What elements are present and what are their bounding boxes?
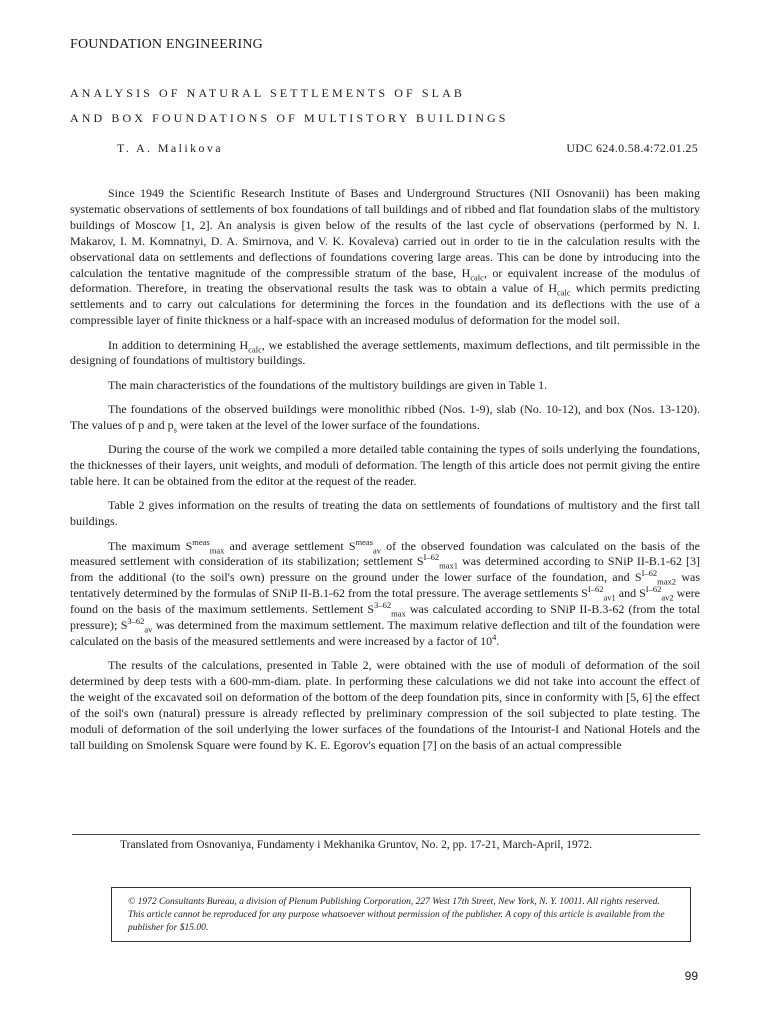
translation-note: Translated from Osnovaniya, Fundamenty i Mekhanika Gruntov, No. 2, pp. 17-21, March-April, 1972. bbox=[120, 839, 593, 851]
paragraph-4: The foundations of the observed buildings were monolithic ribbed (Nos. 1-9), slab (No. 10-12), and box (Nos. 13-120). The values of p and $p_s$ were taken at the level of the lower surface of the foundations. bbox=[70, 402, 700, 435]
paragraph-1: Since 1949 the Scientific Research Institute of Bases and Underground Structures (NII Osnovanii) has been making systematic observations of settlements of box foundations of tall buildings and of ribbed and flat foundation slabs of the multistory buildings of Moscow [1, 2]. An analysis is given below of the results of the last cycle of observations (performed by N. I. Makarov, I. M. Komnatnyi, D. A. Smirnova, and V. K. Kovaleva) carried out in order to tie in the calculation results with the observational data on settlements and deflections of foundations covering large areas. This can be done by introducing into the calculation the tentative magnitude of the compressible stratum of the base, $H_{calc}$, or equivalent increase of the modulus of deformation. Therefore, in treating the observational results the task was to obtain a value of $H_{calc}$ which permits predicting settlements and to carry out calculations for determining the forces in the foundation and its deflections with the use of a compressible layer of finite thickness or a half-space with an increased modulus of deformation for the model soil. bbox=[70, 186, 700, 328]
article-title-line-1: ANALYSIS OF NATURAL SETTLEMENTS OF SLAB bbox=[70, 86, 465, 100]
paragraph-8: The results of the calculations, presented in Table 2, were obtained with the use of moduli of deformation of the soil determined by deep tests with a 600-mm-diam. plate. In performing these calculations we did not take into account the effect of the weight of the excavated soil on deformation of the bottom of the deep foundation pits, since in conformity with [5, 6] the effect of the soil's own (natural) pressure is already reflected by preliminary compression of the soil subjected to plate testing. The moduli of deformation of the soil underlying the lower surfaces of the foundations of the Intourist-I and National Hotels and the tall building on Smolensk Square were found by K. E. Egorov's equation [7] on the basis of an actual compressible bbox=[70, 658, 700, 752]
paragraph-3: The main characteristics of the foundations of the multistory buildings are given in Table 1. bbox=[108, 377, 548, 392]
udc-code: UDC 624.0.58.4:72.01.25 bbox=[566, 141, 698, 155]
article-body bbox=[70, 186, 700, 754]
footnote-divider bbox=[72, 834, 700, 835]
page-number: 99 bbox=[684, 969, 698, 983]
paragraph-2: In addition to determining $H_{calc}$, we established the average settlements, maximum deflections, and tilt permissible in the designing of foundations of multistory buildings. bbox=[70, 337, 700, 368]
copyright-box bbox=[111, 887, 691, 942]
article-title-line-2: AND BOX FOUNDATIONS OF MULTISTORY BUILDINGS bbox=[70, 111, 509, 125]
author-name: T. A. Malikova bbox=[117, 141, 224, 155]
paragraph-6: Table 2 gives information on the results of treating the data on settlements of foundations of multistory and the first tall buildings. bbox=[70, 498, 700, 529]
section-heading: FOUNDATION ENGINEERING bbox=[70, 37, 263, 52]
paragraph-7: The maximum $S^{meas}_{max}$ and average settlement $S^{meas}_{av}$ of the observed foundation was calculated on the basis of the measured settlement with consideration of its stabilization; settlement $S^{I-62}_{max1}$ was determined according to SNiP II-B.1-62 [3] from the additional (to the soil's own) pressure on the ground under the lower surface of the foundation, and $S^{I-62}_{max2}$ was tentatively determined by the formulas of SNiP II-B.1-62 from the total pressure. The average settlements $S^{I-62}_{av1}$ and $S^{I-62}_{av2}$ were found on the basis of the maximum settlements. Settlement $S^{3-62}_{max}$ was calculated according to SNiP II-B.3-62 (from the total pressure); $S^{3-62}_{av}$ was determined from the maximum settlement. The maximum relative deflection and tilt of the foundation were calculated on the basis of the measured settlements and were increased by a factor of $10^4$. bbox=[70, 536, 700, 648]
paragraph-5: During the course of the work we compiled a more detailed table containing the types of soils underlying the foundations, the thicknesses of their layers, unit weights, and moduli of deformation. The length of this article does not permit giving the entire table here. It can be obtained from the editor at the request of the reader. bbox=[70, 442, 700, 489]
copyright-notice: © 1972 Consultants Bureau, a division of Plenum Publishing Corporation, 227 West 17th Street, New York, N. Y. 10011. All rights reserved. This article cannot be reproduced for any purpose whatsoever without permission of the publisher. A copy of this article is available from the publisher for $15.00. bbox=[128, 897, 665, 934]
